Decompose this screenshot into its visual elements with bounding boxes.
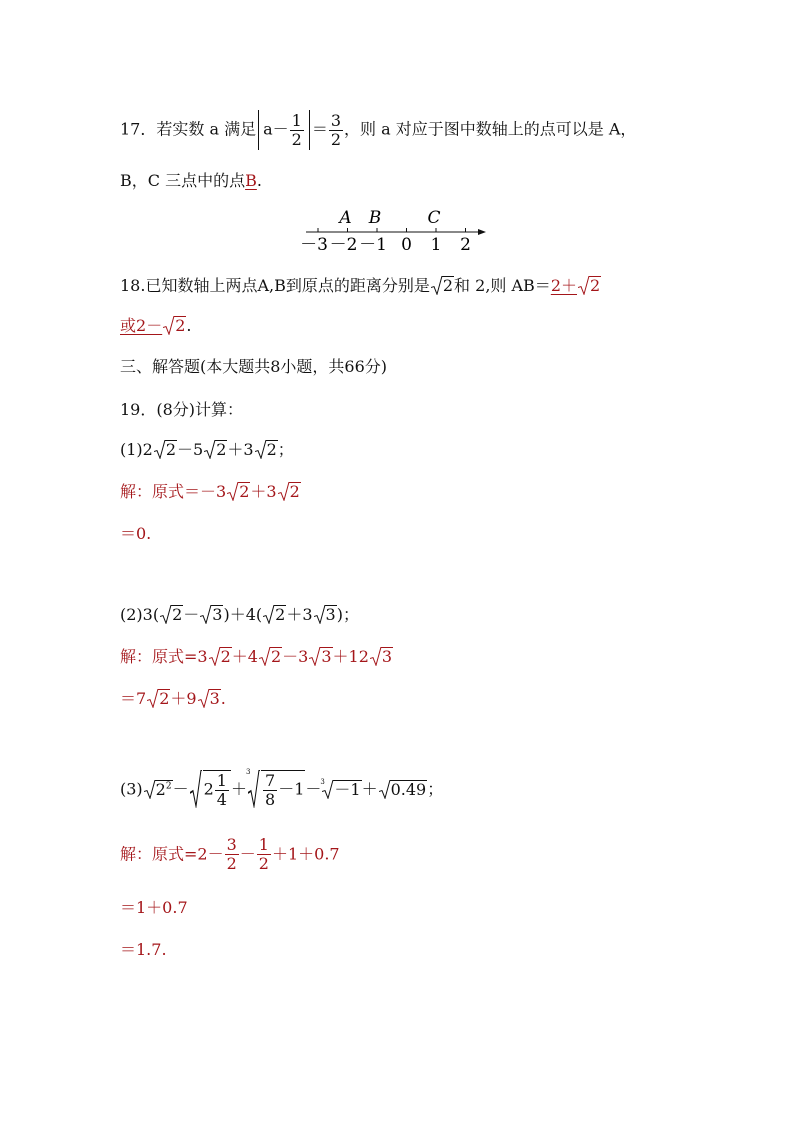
fraction-half: $\frac{1}{2}$ xyxy=(291,111,302,149)
section-heading: 三、解答题(本大题共8小题，共66分) xyxy=(120,357,388,376)
q17-prefix: 17．若实数 a 满足 xyxy=(120,119,257,139)
number-line-tick-label: －2 xyxy=(329,235,358,255)
q17-line1: 17．若实数 a 满足 a－ $\frac{1}{2}$ ＝ $\frac{3}{2}$ ，则 a 对应于图中数轴上的点可以是 A， xyxy=(120,111,637,149)
number-line-point-c: C xyxy=(427,208,441,228)
number-line-arrow xyxy=(478,229,486,235)
q18-line2: 或2－ 2. xyxy=(120,316,192,335)
q19-title: 19．(8分)计算： xyxy=(120,400,244,419)
q19-p2-solution: 解：原式=3 2＋4 2－3 3＋12 3 xyxy=(120,647,393,666)
q19-p2-solution-2: ＝7 2＋9 3. xyxy=(120,689,226,708)
q19-p3-problem: (3) $2^2-$ 2 $\frac{1}{4}$ ＋ 3 $\frac{7}{8}$ －1－ 3 －1＋ 0.49； xyxy=(120,768,444,809)
q18-line1: 18.已知数轴上两点A,B到原点的距离分别是 2和 2,则 AB＝2＋ 2 xyxy=(120,276,601,295)
number-line-tick-label: －3 xyxy=(300,235,328,255)
number-line xyxy=(300,204,500,258)
number-line-point-a: A xyxy=(339,208,352,228)
q17-answer: B xyxy=(245,171,257,190)
q19-p3-solution-2: ＝1＋0.7 xyxy=(120,898,188,917)
fraction-three-halves: $\frac{3}{2}$ xyxy=(330,111,342,149)
number-line-tick-label: 1 xyxy=(430,235,442,255)
q19-p1-problem: (1)2 2－5 2＋3 2； xyxy=(120,440,294,459)
q19-p3-solution-3: ＝1.7. xyxy=(120,940,167,959)
abs-value-expression: a－ $\frac{1}{2}$ xyxy=(258,110,310,150)
sqrt-2: 2 xyxy=(431,276,454,295)
q19-p1-solution-2: ＝0. xyxy=(120,524,152,543)
number-line-tick-label: －1 xyxy=(359,235,387,255)
number-line-points xyxy=(337,208,440,228)
q19-p1-solution: 解：原式＝－3 2＋3 2 xyxy=(120,482,300,501)
q18-answer-1: 2＋ 2 xyxy=(550,276,601,295)
number-line-point-b: B xyxy=(368,208,382,228)
q17-suffix: ，则 a 对应于图中数轴上的点可以是 A， xyxy=(344,119,637,139)
number-line-tick-label: 0 xyxy=(401,235,412,255)
number-line-tick-label: 2 xyxy=(460,235,471,255)
q17-line2: B，C 三点中的点B. xyxy=(120,171,262,190)
q19-p3-solution: 解：原式=2－ $\frac{3}{2}$ － $\frac{1}{2}$ ＋1＋0.7 xyxy=(120,835,340,873)
q18-answer-2: 或2－ 2 xyxy=(120,316,186,335)
q19-p2-problem: (2)3( 2－ 3)＋4( 2＋3 3)； xyxy=(120,605,359,624)
